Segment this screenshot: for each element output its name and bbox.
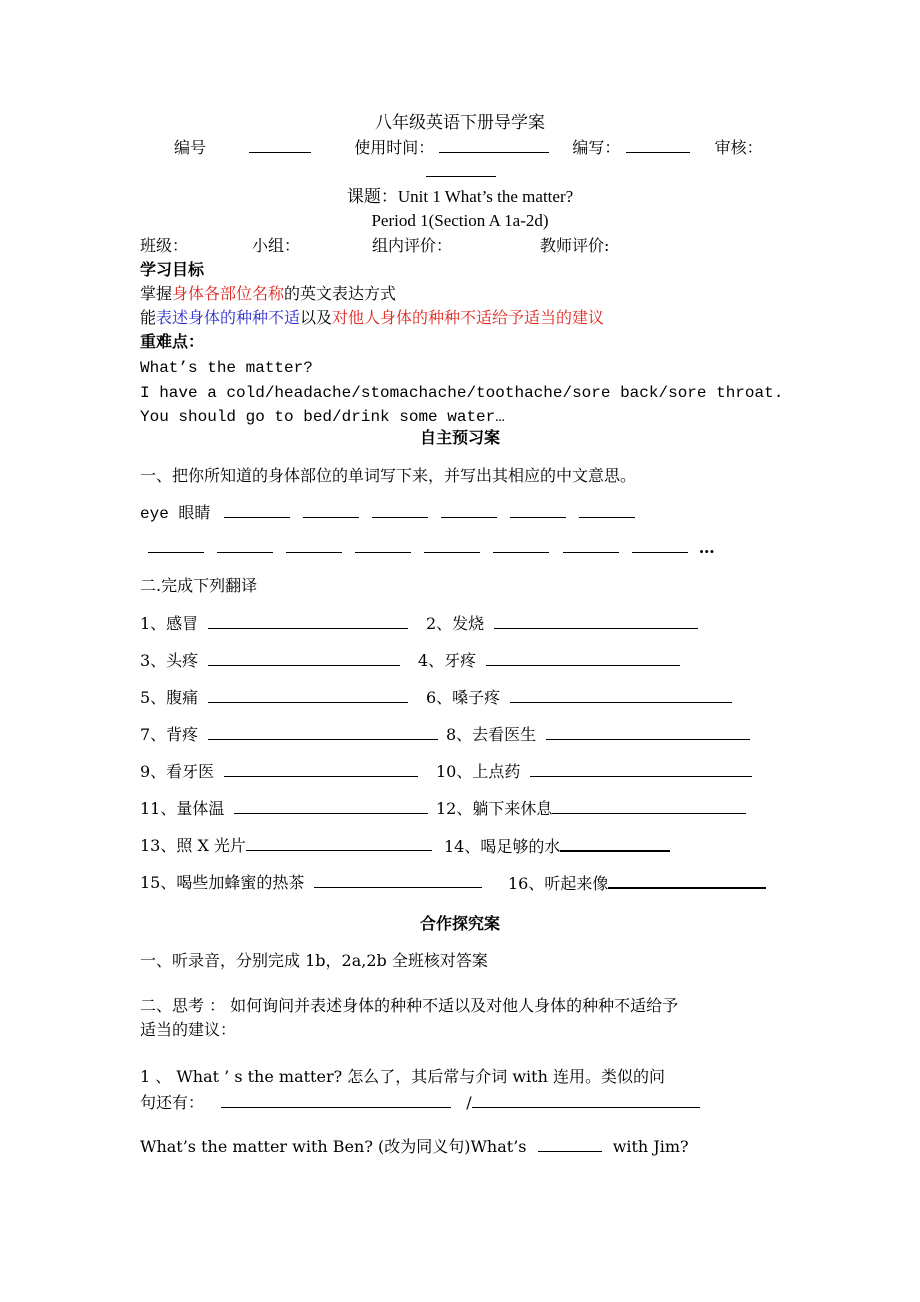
word-blank[interactable]: [224, 503, 290, 518]
word-blank[interactable]: [372, 503, 428, 518]
question-1-line-1: 1 、 What ’ s the matter? 怎么了，其后常与介词 with 连用。类似的问: [140, 1067, 665, 1086]
item-label: 5、腹痛: [140, 688, 199, 707]
item-label: 6、嗓子疼: [426, 688, 501, 707]
author-blank[interactable]: [626, 138, 690, 153]
word-blank[interactable]: [441, 503, 497, 518]
item-label: 11、量体温: [140, 799, 225, 818]
translation-item-1: [140, 614, 408, 634]
translation-item-15: [140, 873, 482, 893]
topic-line: [0, 187, 920, 207]
key-point-2: I have a cold/headache/stomachache/toothache/sore back/sore throat.: [140, 384, 784, 402]
word-blank[interactable]: [510, 503, 566, 518]
key-point-1: What’s the matter?: [140, 359, 313, 377]
translation-item-12: [436, 799, 746, 819]
objective-1-highlight: 身体各部位名称: [172, 284, 285, 303]
answer-blank[interactable]: [546, 725, 750, 740]
word-blank[interactable]: [563, 538, 619, 553]
translation-item-16: [508, 873, 766, 894]
item-label: 12、躺下来休息: [436, 799, 553, 818]
translation-item-2: [426, 614, 698, 634]
answer-blank[interactable]: [560, 836, 670, 852]
explore-task-2-line-2: 适当的建议：: [140, 1020, 237, 1039]
review-blank[interactable]: [426, 162, 496, 177]
objective-1-suffix: 的英文表达方式: [284, 284, 397, 303]
item-label: 9、看牙医: [140, 762, 215, 781]
teacher-eval-label: 教师评价:: [540, 236, 610, 255]
answer-blank[interactable]: [608, 873, 766, 889]
question-1-line-2: [140, 1093, 700, 1113]
word-blank[interactable]: [286, 538, 342, 553]
translation-item-5: [140, 688, 408, 708]
answer-blank[interactable]: [224, 762, 418, 777]
q1-slash: /: [466, 1093, 472, 1112]
translation-item-9: [140, 762, 418, 782]
word-blank[interactable]: [579, 503, 635, 518]
number-label: 编号: [174, 138, 207, 157]
objective-2-blue: 表述身体的种种不适: [156, 308, 301, 327]
question-2: [140, 1137, 689, 1157]
item-label: 3、头疼: [140, 651, 199, 670]
author-label: 编写：: [572, 138, 621, 157]
answer-blank[interactable]: [246, 836, 432, 851]
q2-part-2: with Jim?: [612, 1137, 689, 1156]
q1-prefix: 句还有：: [140, 1093, 205, 1112]
answer-blank[interactable]: [314, 873, 482, 888]
topic-text: Unit 1 What’s the matter?: [397, 187, 574, 206]
answer-blank[interactable]: [486, 651, 680, 666]
word-blank[interactable]: [632, 538, 688, 553]
translation-item-11: [140, 799, 428, 819]
item-label: 14、喝足够的水: [444, 837, 561, 856]
word-blank[interactable]: [493, 538, 549, 553]
word-blank[interactable]: [148, 538, 204, 553]
answer-blank[interactable]: [552, 799, 746, 814]
objective-2-mid: 以及: [300, 308, 333, 327]
answer-blank[interactable]: [208, 651, 400, 666]
preview-task-2: 二.完成下列翻译: [140, 576, 258, 595]
answer-blank[interactable]: [234, 799, 428, 814]
explore-task-1: 一、听录音，分别完成 1b，2a,2b 全班核对答案: [140, 951, 488, 970]
objective-2-prefix: 能: [140, 308, 157, 327]
group-eval-label: 组内评价：: [372, 236, 453, 255]
translation-item-3: [140, 651, 400, 671]
answer-blank[interactable]: [510, 688, 732, 703]
translation-item-4: [418, 651, 680, 671]
item-label: 1、感冒: [140, 614, 199, 633]
word-blank[interactable]: [217, 538, 273, 553]
item-label: 15、喝些加蜂蜜的热茶: [140, 873, 305, 892]
objective-line-2: [140, 308, 604, 328]
group-label: 小组：: [252, 236, 301, 255]
objectives-heading: 学习目标: [140, 260, 205, 279]
q2-blank[interactable]: [538, 1137, 602, 1152]
key-points-heading: 重难点：: [140, 332, 205, 351]
answer-blank[interactable]: [208, 614, 408, 629]
q1-blank-1[interactable]: [221, 1093, 451, 1108]
period-line: Period 1(Section A 1a-2d): [371, 211, 549, 230]
item-label: 13、照 X 光片: [140, 836, 246, 855]
answer-blank[interactable]: [530, 762, 752, 777]
time-blank[interactable]: [439, 138, 549, 153]
review-blank-row: [426, 162, 496, 182]
translation-item-14: [444, 836, 670, 857]
objective-2-red: 对他人身体的种种不适给予适当的建议: [332, 308, 605, 327]
answer-blank[interactable]: [208, 725, 438, 740]
item-label: 10、上点药: [436, 762, 521, 781]
explore-heading: 合作探究案: [419, 914, 500, 933]
word-blank[interactable]: [355, 538, 411, 553]
translation-item-13: [140, 836, 432, 856]
objective-line-1: [140, 284, 396, 304]
word-blank[interactable]: [424, 538, 480, 553]
topic-label: 课题：: [346, 187, 398, 206]
doc-title: 八年级英语下册导学案: [375, 113, 545, 132]
word-blank[interactable]: [303, 503, 359, 518]
time-label: 使用时间：: [354, 138, 435, 157]
translation-item-10: [436, 762, 752, 782]
answer-blank[interactable]: [208, 688, 408, 703]
translation-item-6: [426, 688, 732, 708]
body-parts-row-1: [140, 503, 635, 524]
translation-item-8: [446, 725, 750, 745]
number-blank[interactable]: [249, 138, 311, 153]
item-label: 2、发烧: [426, 614, 485, 633]
class-label: 班级：: [140, 236, 189, 255]
preview-task-1: 一、把你所知道的身体部位的单词写下来，并写出其相应的中文意思。: [140, 466, 637, 485]
header-row: [174, 138, 763, 158]
item-label: 16、听起来像: [508, 874, 609, 893]
translation-item-7: [140, 725, 438, 745]
item-label: 4、牙疼: [418, 651, 477, 670]
key-point-3: You should go to bed/drink some water…: [140, 408, 505, 426]
answer-blank[interactable]: [494, 614, 698, 629]
ellipsis: …: [698, 538, 715, 557]
q1-blank-2[interactable]: [472, 1093, 700, 1108]
objective-1-prefix: 掌握: [140, 284, 173, 303]
explore-task-2-line-1: 二、思考 ： 如何询问并表述身体的种种不适以及对他人身体的种种不适给予: [140, 996, 679, 1015]
example-word: eye 眼睛: [140, 505, 211, 523]
q2-part-1: What’s the matter with Ben? (改为同义句)What’s: [140, 1137, 527, 1156]
preview-heading: 自主预习案: [419, 428, 500, 447]
item-label: 8、去看医生: [446, 725, 537, 744]
body-parts-row-2: [148, 538, 715, 558]
review-label: 审核：: [714, 138, 763, 157]
item-label: 7、背疼: [140, 725, 199, 744]
